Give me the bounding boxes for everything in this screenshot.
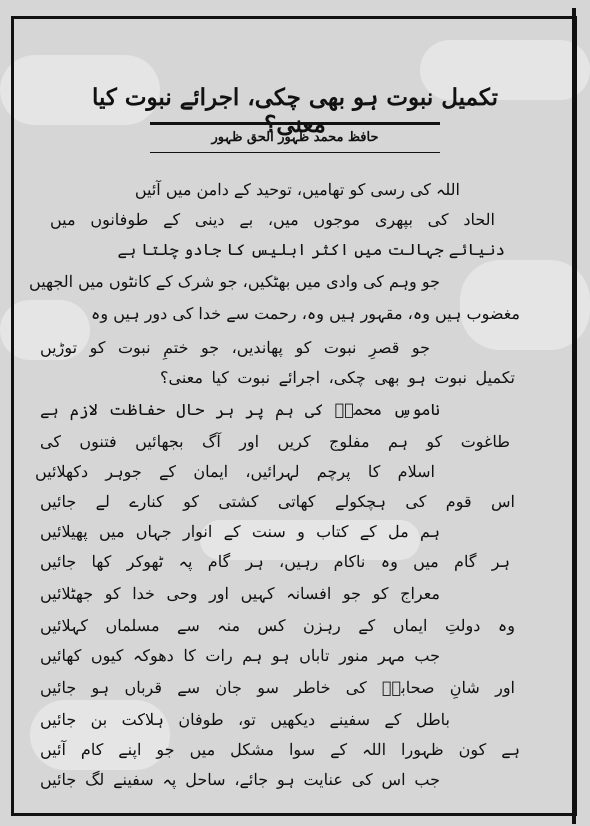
poem-line: معراج کو جو افسانہ کہیں اور وحی خدا کو جھٹلائیں — [40, 584, 440, 603]
poem-line: ہم مل کے کتاب و سنت کے انوار جہاں میں پھیلائیں — [40, 522, 440, 541]
poem-line: ناموسِ محمدؐ کی ہم پر ہر حال حفاظت لازم ہے — [40, 400, 440, 419]
poem-line: دنیائے جہالت میں اکثر ابلیس کا جادو چلتا ہے — [117, 240, 505, 259]
poem-line: جو وہم کی وادی میں بھٹکیں، جو شرک کے کانٹوں میں الجھیں — [29, 272, 440, 291]
poem-line: ہر گام میں وہ ناکام رہیں، ہر گام پہ ٹھوکر کھا جائیں — [40, 552, 510, 571]
poem-line: الحاد کی بپھری موجوں میں، بے دینی کے طوفانوں میں — [50, 210, 495, 229]
title-divider — [150, 122, 440, 125]
poem-line: جب اس کی عنایت ہو جائے، ساحل پہ سفینے لگ جائیں — [40, 770, 440, 789]
poem-line: اللہ کی رسی کو تھامیں، توحید کے دامن میں آئیں — [134, 180, 460, 199]
poem-line: طاغوت کو ہم مفلوج کریں اور آگ بجھائیں فتنوں کی — [40, 432, 510, 451]
author-name: حافظ محمد ظہور الحق ظہور — [211, 130, 379, 145]
poem-line: جو قصرِ نبوت کو پھاندیں، جو ختمِ نبوت کو توڑیں — [40, 338, 430, 357]
page-title: تکمیل نبوت ہو بھی چکی، اجرائے نبوت کیا — [91, 84, 499, 111]
poem-line: باطل کے سفینے دیکھیں تو، طوفان ہلاکت بن جائیں — [40, 710, 450, 729]
poem-line: مغضوب ہیں وہ، مقہور ہیں وہ، رحمت سے خدا کی دور ہیں وہ — [91, 304, 520, 323]
poem-line: اس قوم کی ہچکولے کھاتی کشتی کو کنارے لے جائیں — [40, 492, 515, 511]
poem-line: اور شانِ صحابہؓ کی خاطر سو جان سے قرباں ہو جائیں — [40, 678, 515, 697]
poem-line: وہ دولتِ ایماں کے رہزن کس منہ سے مسلماں کہلائیں — [40, 616, 515, 635]
poem-line: تکمیل نبوت ہو بھی چکی، اجرائے نبوت کیا معنی؟ — [160, 368, 515, 387]
poem-line: جب مہر منور تاباں ہو ہم رات کا دھوکہ کیوں کھائیں — [40, 646, 440, 665]
author-divider — [150, 152, 440, 153]
poem-line: ہے کون ظہورا اللہ کے سوا مشکل میں جو اپنے کام آئیں — [40, 740, 520, 759]
page-border-right — [572, 8, 576, 824]
poem-line: اسلام کا پرچم لہرائیں، ایمان کے جوہر دکھلائیں — [35, 462, 435, 481]
